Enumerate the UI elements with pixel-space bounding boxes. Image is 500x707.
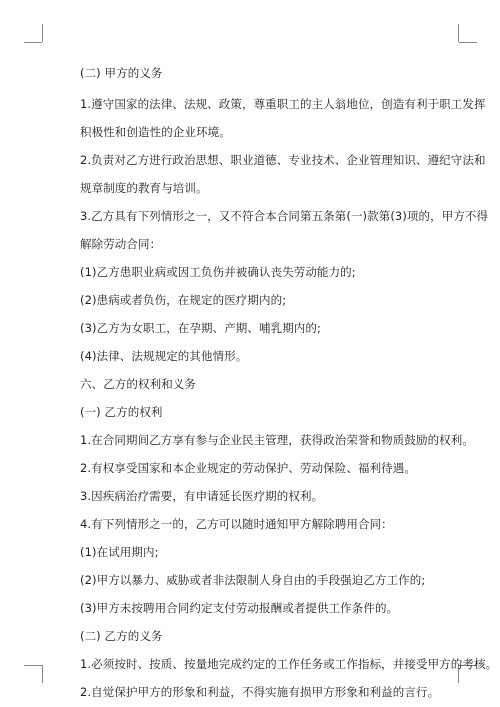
text-line: 3.乙方具有下列情形之一，又不符合本合同第五条第(一)款第(3)项的，甲方不得 [80,209,489,223]
subsection-heading: (二) 乙方的义务 [80,629,163,643]
text-line: (1)乙方患职业病或因工负伤并被确认丧失劳动能力的; [80,265,356,279]
text-line: 2.自觉保护甲方的形象和利益，不得实施有损甲方形象和利益的言行。 [80,685,440,699]
text-line: (3)乙方为女职工，在孕期、产期、哺乳期内的; [80,321,321,335]
text-line: (3)甲方未按聘用合同约定支付劳动报酬或者提供工作条件的。 [80,601,399,615]
crop-mark-top-right-horizontal [459,42,477,43]
crop-mark-top-right-vertical [458,24,459,42]
crop-mark-bottom-left-horizontal [24,665,42,666]
section-heading: 六、乙方的权利和义务 [80,377,196,391]
text-line: 2.有权享受国家和本企业规定的劳动保护、劳动保险、福利待遇。 [80,461,416,475]
text-line: (1)在试用期内; [80,545,159,559]
crop-mark-bottom-left-vertical [42,665,43,683]
crop-mark-top-left-horizontal [24,42,42,43]
text-line: 1.必须按时、按质、按量地完成约定的工作任务或工作指标，并接受甲方的考核。 [80,657,498,671]
text-line: 1.在合同期间乙方享有参与企业民主管理，获得政治荣誉和物质鼓励的权利。 [80,433,474,447]
text-line: 解除劳动合同： [80,237,162,251]
text-line: 4.有下列情形之一的，乙方可以随时通知甲方解除聘用合同： [80,517,393,531]
text-line: (2)甲方以暴力、威胁或者非法限制人身自由的手段强迫乙方工作的; [80,573,426,587]
crop-mark-top-left-vertical [42,24,43,42]
subsection-heading: (一) 乙方的权利 [80,405,163,419]
text-line: 积极性和创造性的企业环境。 [80,125,231,139]
text-line: (二) 甲方的义务 [80,66,163,80]
text-line: 规章制度的教育与培训。 [80,181,208,195]
text-line: 1.遵守国家的法律、法规、政策，尊重职工的主人翁地位，创造有利于职工发挥 [80,97,486,111]
text-line: (4)法律、法规规定的其他情形。 [80,349,248,363]
text-line: 3.因疾病治疗需要，有申请延长医疗期的权利。 [80,489,324,503]
text-line: 2.负责对乙方进行政治思想、职业道德、专业技术、企业管理知识、遵纪守法和 [80,153,486,167]
text-line: (2)患病或者负伤，在规定的医疗期内的; [80,293,287,307]
